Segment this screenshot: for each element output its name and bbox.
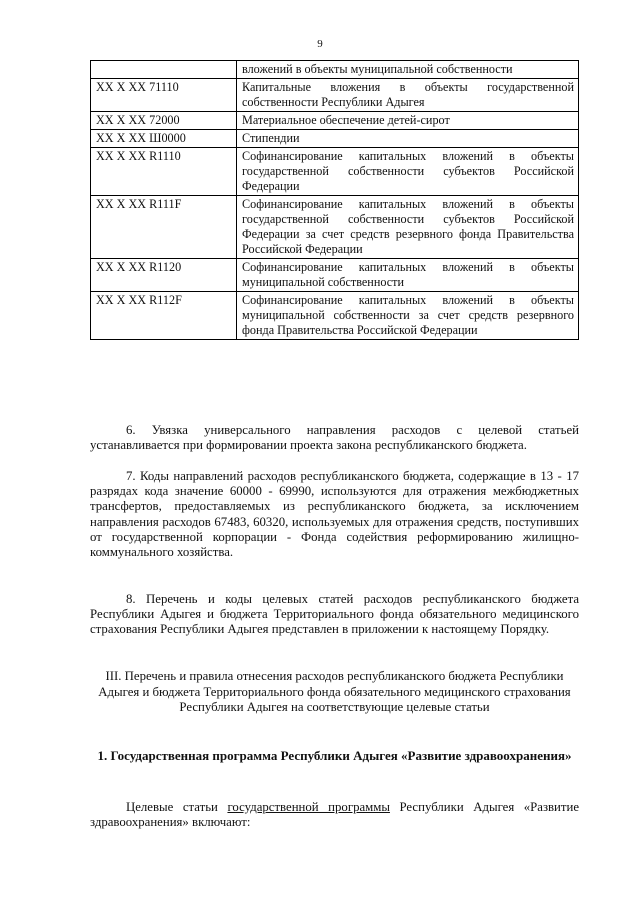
paragraph-8 <box>90 592 579 638</box>
code-cell: XX X XX 71110 <box>91 79 237 112</box>
paragraph-6 <box>90 423 579 453</box>
description-cell: Софинансирование капитальных вложений в объекты государственной собственности субъектов Российской Федерации за счет средств резервного фонда Правительства Российской Федерации <box>237 196 579 259</box>
code-cell <box>91 61 237 79</box>
description-cell: Капитальные вложения в объекты государственной собственности Республики Адыгея <box>237 79 579 112</box>
table-row <box>91 196 579 259</box>
program-heading: 1. Государственная программа Республики Адыгея «Развитие здравоохранения» <box>97 748 572 763</box>
code-cell: XX X XX R1110 <box>91 148 237 196</box>
table-row <box>91 148 579 196</box>
page-number: 9 <box>317 38 323 50</box>
description-cell: Стипендии <box>237 130 579 148</box>
description-cell: вложений в объекты муниципальной собственности <box>237 61 579 79</box>
closing-text-before: Целевые статьи <box>126 800 228 814</box>
code-cell: XX X XX 72000 <box>91 112 237 130</box>
closing-text-after: Республики Адыгея «Развитие здравоохранения» включают: <box>90 800 580 830</box>
table-row <box>91 61 579 79</box>
code-cell: XX X XX R1120 <box>91 259 237 292</box>
closing-paragraph <box>90 800 579 830</box>
paragraph-6-text: 6. Увязка универсального направления расходов с целевой статьей устанавливается при формировании проекта закона республиканского бюджета. <box>90 423 579 453</box>
table-body <box>91 61 579 340</box>
table-row <box>91 79 579 112</box>
description-cell: Софинансирование капитальных вложений в объекты муниципальной собственности <box>237 259 579 292</box>
description-cell: Софинансирование капитальных вложений в объекты государственной собственности субъектов Российской Федерации <box>237 148 579 196</box>
table-row <box>91 292 579 340</box>
description-cell: Софинансирование капитальных вложений в объекты муниципальной собственности за счет средств резервного фонда Правительства Российской Федерации <box>237 292 579 340</box>
code-cell: XX X XX Ш0000 <box>91 130 237 148</box>
paragraph-8-text: 8. Перечень и коды целевых статей расходов республиканского бюджета Республики Адыгея и бюджета Территориального фонда обязательного медицинского страхования Республики Адыгея представлен в приложении к настоящему Порядку. <box>90 592 579 637</box>
target-codes-table <box>90 60 579 340</box>
paragraph-7-text: 7. Коды направлений расходов республиканского бюджета, содержащие в 13 - 17 разрядах кода значение 60000 - 69990, используются для отражения межбюджетных трансфертов, предоставляемых из республиканского бюджета, за исключением направления расходов 67483, 60320, используемых для отражения средств, поступивших от государственной корпорации - Фонда содействия реформированию жилищно-коммунального хозяйства. <box>90 469 579 560</box>
table-row <box>91 130 579 148</box>
code-cell: XX X XX R112F <box>91 292 237 340</box>
table-row <box>91 259 579 292</box>
table-row <box>91 112 579 130</box>
program-link-text: государственной программы <box>227 800 390 814</box>
description-cell: Материальное обеспечение детей-сирот <box>237 112 579 130</box>
code-cell: XX X XX R111F <box>91 196 237 259</box>
section-heading: III. Перечень и правила отнесения расходов республиканского бюджета Республики Адыгея и бюджета Территориального фонда обязательного медицинского страхования Республики Адыгея на соответствующие целевые статьи <box>98 669 571 714</box>
paragraph-7 <box>90 469 579 560</box>
